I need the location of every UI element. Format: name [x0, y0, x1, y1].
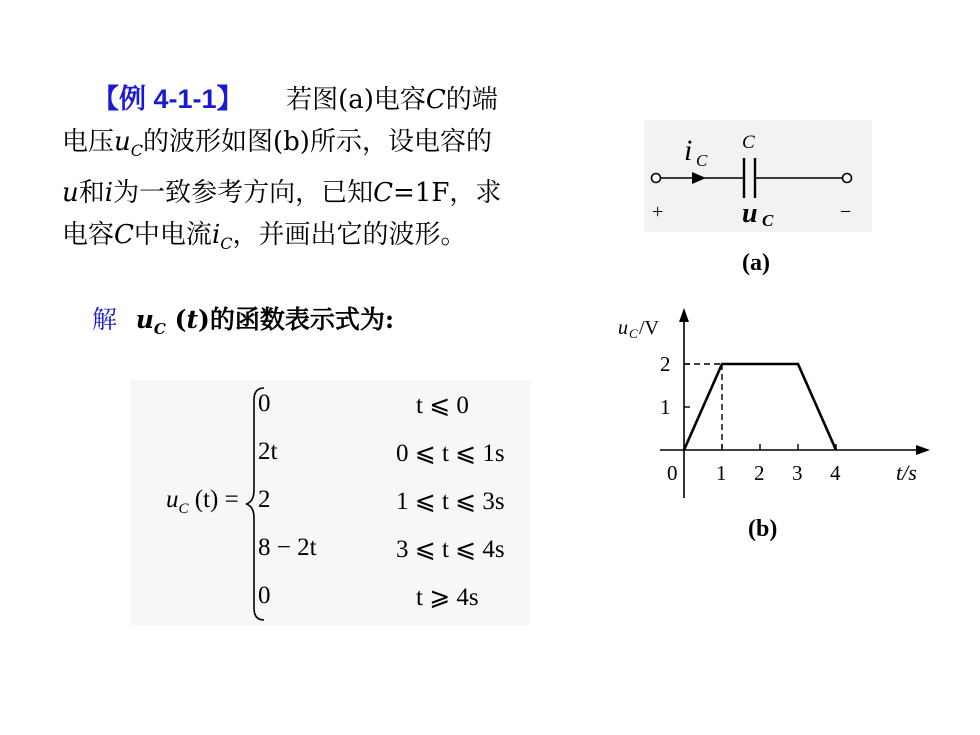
piece-condition: 0 ⩽ t ⩽ 1s: [396, 440, 505, 467]
x-tick-label: 0: [667, 461, 678, 485]
symbol-t: t: [186, 305, 198, 334]
x-tick-label: 2: [754, 461, 765, 485]
symbol-C: C: [114, 220, 134, 251]
symbol-u: u: [62, 178, 79, 209]
problem-line-3: [62, 172, 622, 214]
formula-lhs: [166, 486, 239, 518]
minus-sign: −: [840, 201, 852, 223]
piece-condition: t ⩾ 4s: [416, 584, 479, 611]
series-line: [684, 364, 836, 450]
example-tag: 【例 4-1-1】: [92, 84, 244, 114]
problem-line-1: [62, 78, 622, 121]
symbol-C: C: [425, 85, 446, 115]
symbol-C: C: [373, 178, 394, 209]
current-subscript: C: [696, 151, 708, 170]
subscript-C: C: [130, 141, 144, 161]
piece-condition: t ⩽ 0: [416, 392, 469, 419]
y-axis-label-u: u: [618, 317, 628, 339]
y-axis-arrow-icon: [679, 308, 689, 322]
current-symbol: i: [684, 134, 693, 167]
capacitor-label: C: [742, 132, 755, 153]
problem-text: 若图(a)电容: [286, 85, 426, 115]
problem-statement: [62, 78, 622, 265]
paren-open: (: [174, 305, 187, 334]
y-axis-label-sub: C: [629, 326, 638, 341]
piece-expr: 0: [258, 582, 271, 609]
symbol-u: u: [135, 305, 154, 334]
problem-text: 的端: [445, 85, 498, 115]
subscript-C: C: [153, 320, 166, 338]
piece-expr: 2t: [258, 438, 278, 465]
solution-heading: [92, 300, 394, 338]
x-axis-label: t/s: [896, 460, 917, 485]
solution-text: 的函数表示式为:: [209, 305, 395, 334]
circuit-diagram: [644, 120, 872, 232]
problem-line-4: [62, 214, 622, 265]
y-tick-label: 1: [660, 395, 671, 419]
y-tick-label: 2: [660, 352, 671, 376]
right-terminal: [843, 174, 852, 183]
subscript-C: C: [178, 501, 189, 517]
problem-text: 和: [78, 178, 105, 209]
y-axis-label-unit: /V: [639, 317, 659, 339]
problem-line-2: [62, 121, 622, 172]
symbol-u: u: [166, 486, 179, 513]
capacitor-circuit: [644, 120, 872, 232]
piecewise-formula: [130, 380, 530, 625]
caption-a: (a): [742, 250, 770, 276]
piece-condition: 1 ⩽ t ⩽ 3s: [396, 488, 505, 515]
current-arrow-icon: [692, 172, 706, 184]
x-axis-arrow-icon: [916, 445, 930, 455]
voltage-subscript: C: [762, 211, 774, 230]
symbol-i: i: [104, 178, 114, 209]
left-terminal: [652, 174, 661, 183]
x-tick-label: 3: [792, 461, 803, 485]
piece-expr: 0: [258, 390, 271, 417]
subscript-C: C: [220, 234, 233, 254]
symbol-i: i: [211, 220, 221, 251]
problem-text: ，并画出它的波形。: [232, 220, 467, 251]
solution-label: 解: [92, 305, 118, 334]
axis-ticks: [660, 352, 841, 485]
voltage-symbol: u: [742, 198, 758, 229]
problem-text: 中电流: [133, 220, 212, 251]
formula-lhs-rest: (t) =: [194, 486, 239, 513]
problem-text: 电压: [62, 127, 115, 157]
piece-expr: 8 − 2t: [258, 534, 317, 561]
plus-sign: +: [652, 201, 664, 223]
voltage-waveform-chart: [608, 300, 938, 510]
x-tick-label: 1: [716, 461, 727, 485]
piece-condition: 3 ⩽ t ⩽ 4s: [396, 536, 505, 563]
paren-close: ): [198, 305, 210, 334]
problem-text: 为一致参考方向，已知: [113, 178, 374, 209]
problem-text: =1F，求: [393, 178, 502, 209]
piece-expr: 2: [258, 486, 271, 513]
symbol-u: u: [114, 127, 131, 157]
problem-text: 电容: [62, 220, 115, 251]
x-tick-label: 4: [830, 461, 841, 485]
problem-text: 的波形如图(b)所示，设电容的: [143, 127, 492, 157]
caption-b: (b): [748, 516, 778, 542]
